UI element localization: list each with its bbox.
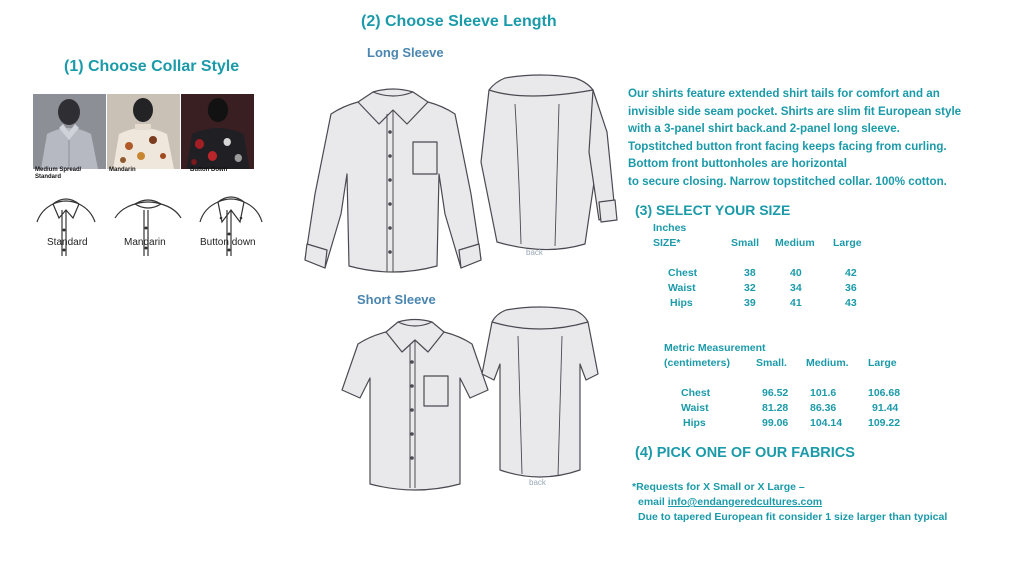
cell-value: 86.36 (810, 401, 837, 414)
col-header: Small (731, 236, 760, 249)
inches-label: Inches (653, 221, 687, 234)
table-row (653, 265, 862, 280)
description-line: to secure closing. Narrow topstitched collar. 100% cotton. (628, 174, 947, 188)
cell-value: 104.14 (810, 416, 843, 429)
description-line: Bottom front buttonholes are horizontal (628, 157, 847, 170)
long-sleeve-front-drawing[interactable] (303, 84, 483, 274)
collar-label-standard: Standard (47, 237, 88, 248)
col-header: Small. (756, 356, 787, 369)
collar-photo-standard[interactable] (33, 94, 106, 169)
short-sleeve-back-drawing[interactable] (480, 304, 600, 482)
col-header: Large (833, 236, 862, 249)
fabrics-section-heading: (4) PICK ONE OF OUR FABRICS (635, 445, 855, 461)
collar-photo-caption: Mandarin (109, 167, 136, 173)
cell-value: 41 (790, 296, 802, 309)
short-sleeve-front-drawing[interactable] (340, 318, 490, 493)
collar-photo-caption: Medium Spread/ Standard (35, 167, 82, 180)
note-line: Due to tapered European fit consider 1 size larger than typical (638, 511, 948, 523)
cell-value: 38 (744, 266, 756, 279)
cell-value: 96.52 (762, 386, 789, 399)
collar-section-heading: (1) Choose Collar Style (64, 58, 240, 75)
cell-value: 99.06 (762, 416, 789, 429)
cell-value: 43 (845, 296, 857, 309)
table-row (653, 295, 862, 310)
cell-value: 34 (790, 281, 802, 294)
inches-size-table (653, 220, 862, 310)
collar-photo-button-down[interactable] (181, 94, 254, 169)
email-prefix: email (638, 496, 668, 508)
row-label: Chest (668, 266, 698, 279)
row-label: Chest (681, 386, 711, 399)
email-link[interactable]: info@endangeredcultures.com (667, 496, 823, 508)
short-sleeve-label: Short Sleeve (357, 292, 436, 307)
row-label: Waist (681, 401, 709, 414)
size-section-heading: (3) SELECT YOUR SIZE (635, 202, 791, 218)
back-label-short: back (529, 478, 546, 487)
collar-label-mandarin: Mandarin (124, 237, 166, 248)
metric-size-table (664, 340, 900, 430)
col-header: Medium. (806, 356, 849, 369)
cell-value: 101.6 (810, 386, 837, 399)
collar-photo-mandarin[interactable] (107, 94, 180, 169)
table-row (653, 280, 862, 295)
cell-value: 32 (744, 281, 756, 294)
shirt-photo-icon (33, 94, 106, 169)
description-line: Our shirts feature extended shirt tails for comfort and an (628, 87, 940, 100)
table-row (664, 385, 900, 400)
shirt-photo-icon (107, 94, 180, 169)
cell-value: 91.44 (872, 401, 899, 414)
col-header: Medium (775, 236, 815, 249)
collar-photo-caption: Button Down (190, 167, 228, 173)
cell-value: 42 (845, 266, 857, 279)
collar-label-button-down: Button down (200, 237, 256, 248)
row-label: Hips (670, 296, 693, 309)
back-label-long: back (526, 248, 543, 257)
shirt-photo-icon (181, 94, 254, 169)
row-label: Hips (683, 416, 706, 429)
cell-value: 40 (790, 266, 802, 279)
cm-label: (centimeters) (664, 356, 730, 369)
table-row (664, 400, 900, 415)
description-line: with a 3-panel shirt back.and 2-panel long sleeve. (628, 122, 900, 135)
col-header: Large (868, 356, 897, 369)
short-sleeve-shirt-back-icon (480, 304, 600, 482)
sleeve-section-heading: (2) Choose Sleeve Length (361, 13, 557, 30)
email-line (632, 495, 947, 510)
long-sleeve-label: Long Sleeve (367, 45, 444, 60)
metric-label: Metric Measurement (664, 341, 766, 354)
cell-value: 39 (744, 296, 756, 309)
shirt-description (628, 85, 1003, 190)
description-line: Topstitched button front facing keeps facing from curling. (628, 139, 947, 153)
short-sleeve-shirt-front-icon (340, 318, 490, 493)
long-sleeve-shirt-front-icon (303, 84, 483, 274)
cell-value: 81.28 (762, 401, 789, 414)
note-line: *Requests for X Small or X Large – (632, 481, 805, 493)
cell-value: 109.22 (868, 416, 901, 429)
long-sleeve-back-drawing[interactable] (475, 72, 625, 252)
size-request-note (632, 480, 947, 525)
size-label: SIZE* (653, 236, 681, 249)
cell-value: 36 (845, 281, 857, 294)
description-line: invisible side seam pocket. Shirts are slim fit European style (628, 104, 962, 118)
row-label: Waist (668, 281, 696, 294)
cell-value: 106.68 (868, 386, 901, 399)
long-sleeve-shirt-back-icon (475, 72, 625, 252)
table-row (664, 415, 900, 430)
